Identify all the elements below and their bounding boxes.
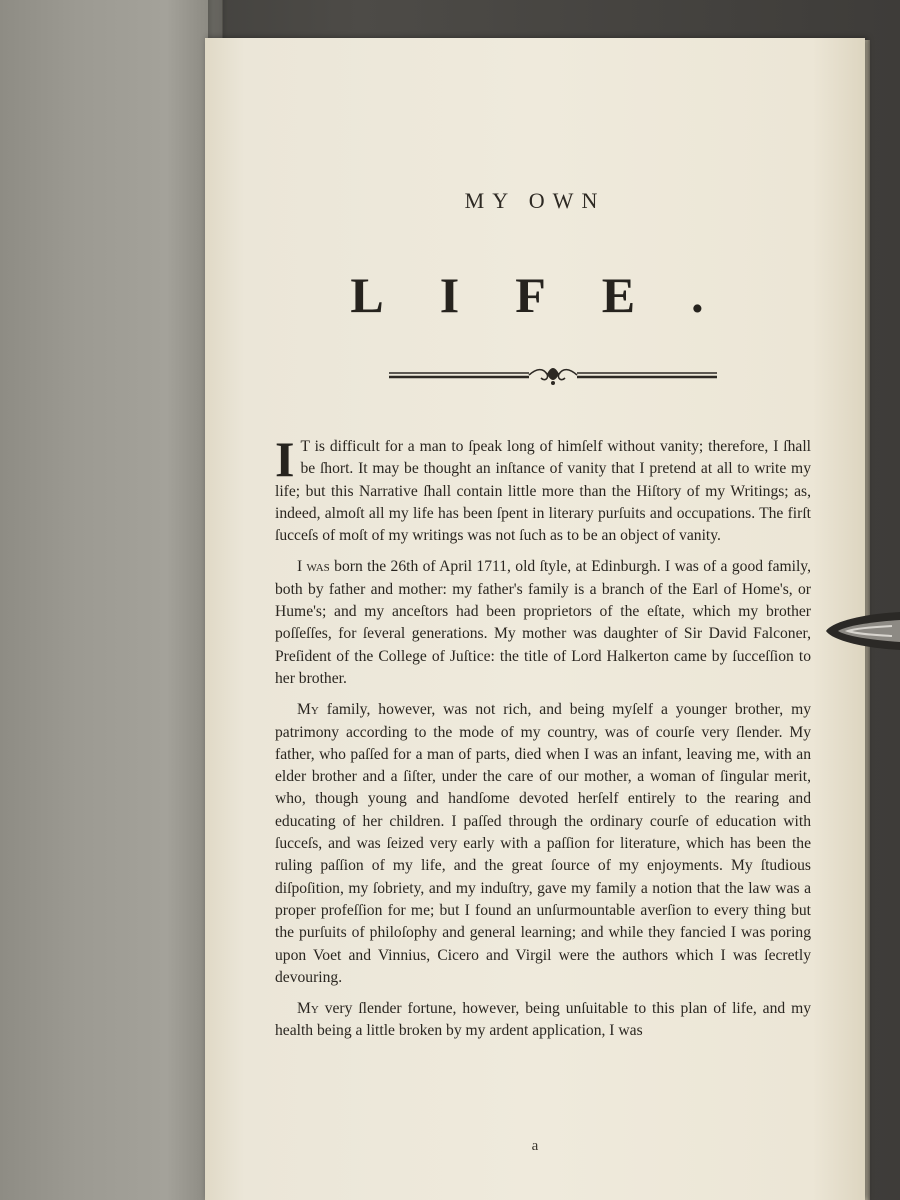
drop-cap: I bbox=[275, 431, 295, 487]
paragraph-2 bbox=[275, 556, 811, 690]
ornament-rule-icon bbox=[389, 364, 717, 386]
paragraph-4 bbox=[275, 998, 811, 1043]
paragraph-2-text: born the 26th of April 1711, old ſtyle, at Edinburgh. I was of a good family, both by father and mother: my father's family is a branch of the Earl of Home's, or Hume's; and my anceſtors had been proprietors of the eſtate, which my brother poſſeſſes, for ſeveral generations. My mother was daughter of Sir David Falconer, Preſident of the College of Juſtice: the title of Lord Halkerton came by ſucceſſion to her brother. bbox=[275, 558, 811, 687]
paragraph-1-text: T is difficult for a man to ſpeak long of himſelf without vanity; therefore, I ſhall be ſhort. It may be thought an inſtance of vanity that I pretend at all to write my life; but this Narrative ſhall contain little more than the Hiſtory of my Writings; as, indeed, almoſt all my life has been ſpent in literary purſuits and occupations. The firſt ſucceſs of moſt of my writings was not ſuch as to be an object of vanity. bbox=[275, 438, 811, 545]
paragraph-1 bbox=[275, 431, 811, 547]
book-cover-left bbox=[0, 0, 223, 1200]
paragraph-4-lead: My bbox=[297, 1000, 319, 1018]
paragraph-3-lead: My bbox=[297, 701, 319, 719]
page-clip-icon bbox=[822, 606, 900, 656]
title-line-1: MY OWN bbox=[464, 188, 606, 213]
paragraph-4-text: very ſlender fortune, however, being unſuitable to this plan of life, and my health being a little broken by my ardent application, I was bbox=[275, 1000, 811, 1040]
title-line-2: LIFE. bbox=[350, 267, 760, 323]
paragraph-2-lead: I was bbox=[297, 558, 330, 576]
book-page bbox=[205, 38, 865, 1200]
paragraph-3-text: family, however, was not rich, and being myſelf a younger brother, my patrimony according to the mode of my country, was of courſe very ſlender. My father, who paſſed for a man of parts, died when I was an infant, leaving me, with an elder brother and a ſiſter, under the care of our mother, a woman of ſingular merit, who, though young and handſome devoted herſelf entirely to the rearing and educating of her children. I paſſed through the ordinary courſe of education with ſucceſs, and was ſeized very early with a paſſion for literature, which has been the ruling paſſion of my life, and the great ſource of my enjoyments. My ſtudious diſpoſition, my ſobriety, and my induſtry, gave my family a notion that the law was a proper profeſſion for me; but I found an unſurmountable averſion to every thing but the purſuits of philoſophy and general learning; and while they fancied I was poring upon Voet and Vinnius, Cicero and Virgil were the authors which I was ſecretly devouring. bbox=[275, 701, 811, 986]
paragraph-3 bbox=[275, 699, 811, 989]
signature-mark: a bbox=[531, 1138, 539, 1154]
body-text bbox=[275, 431, 811, 1052]
